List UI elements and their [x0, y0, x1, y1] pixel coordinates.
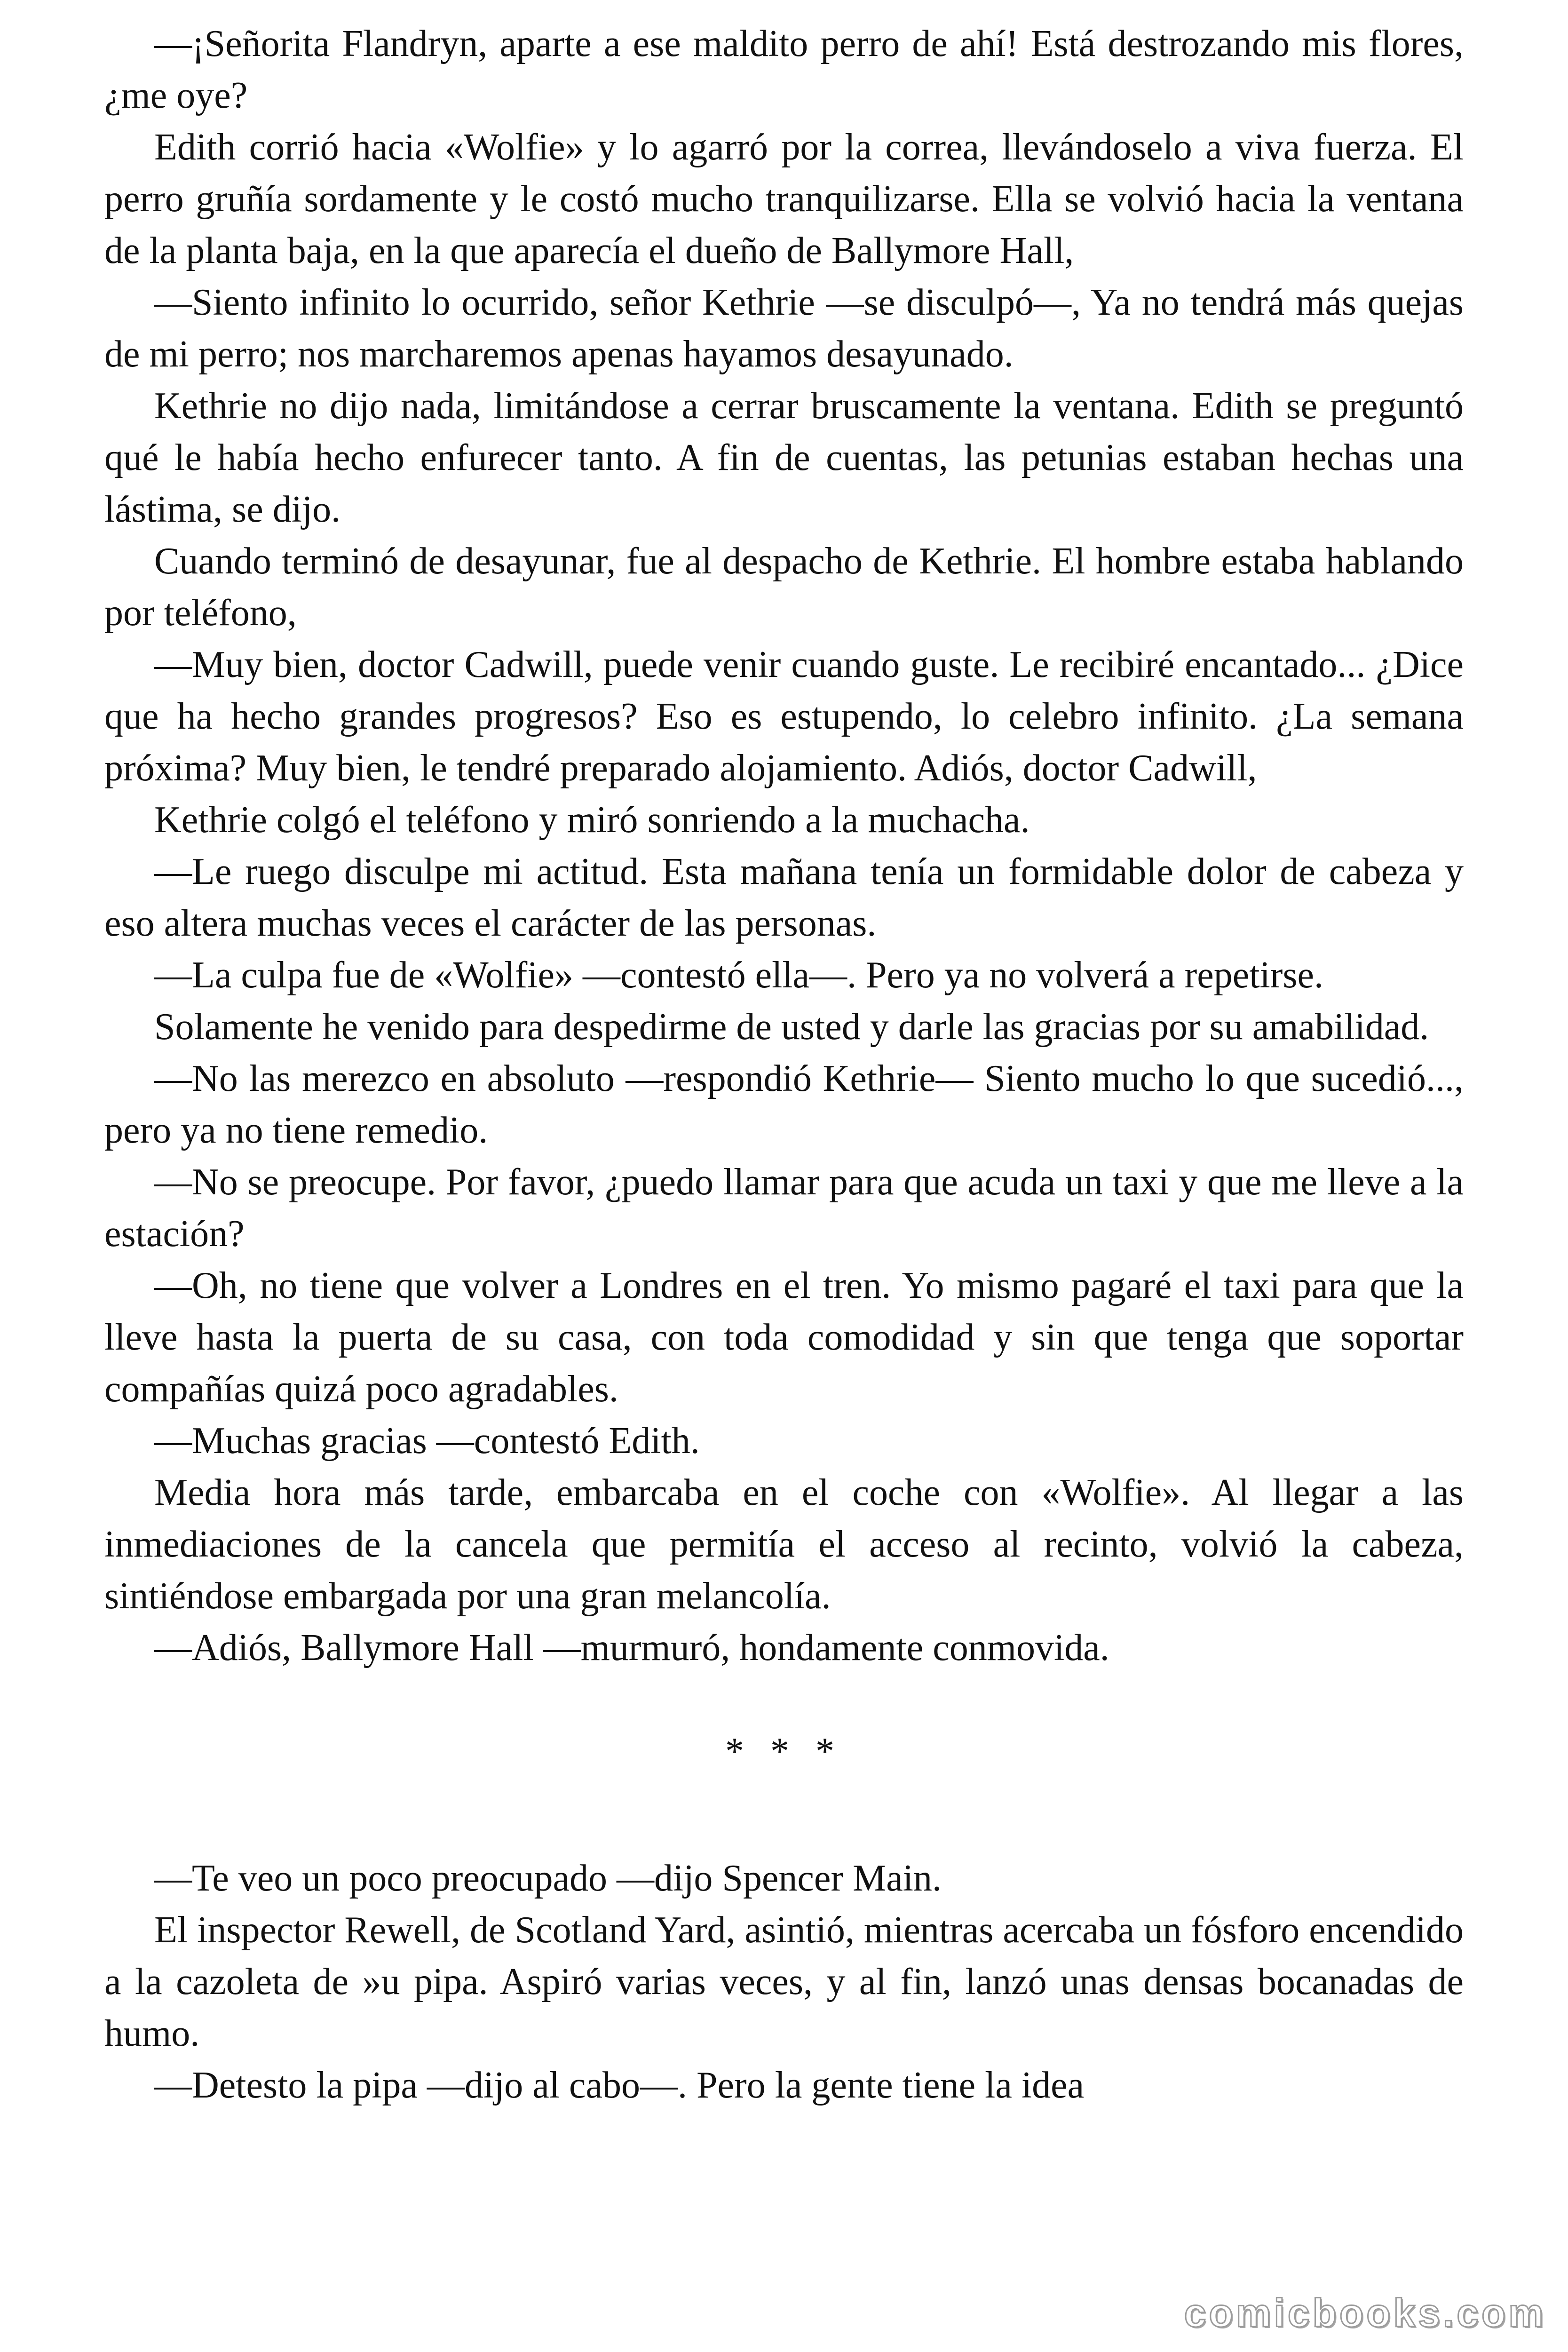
paragraph: —Siento infinito lo ocurrido, señor Kethrie —se disculpó—, Ya no tendrá más quejas de mi perro; nos marcharemos apenas hayamos desayunado. — [104, 282, 1464, 375]
paragraph: —Detesto la pipa —dijo al cabo—. Pero la gente tiene la idea — [154, 2065, 1085, 2106]
paragraph: —¡Señorita Flandryn, aparte a ese maldito perro de ahí! Está destrozando mis flores, ¿me oye? — [104, 23, 1464, 116]
paragraph: —No las merezco en absoluto —respondió Kethrie— Siento mucho lo que sucedió..., pero ya no tiene remedio. — [104, 1058, 1464, 1151]
paragraph: Kethrie colgó el teléfono y miró sonriendo a la muchacha. — [154, 799, 1030, 841]
paragraph: Kethrie no dijo nada, limitándose a cerrar bruscamente la ventana. Edith se preguntó qué le había hecho enfurecer tanto. A fin de cuentas, las petunias estaban hechas una lástima, se dijo. — [104, 385, 1464, 530]
paragraph: Cuando terminó de desayunar, fue al despacho de Kethrie. El hombre estaba hablando por teléfono, — [104, 540, 1464, 634]
paragraph: —Adiós, Ballymore Hall —murmuró, hondamente conmovida. — [154, 1627, 1109, 1669]
paragraph: —Muchas gracias —contestó Edith. — [154, 1420, 700, 1462]
paragraph: —La culpa fue de «Wolfie» —contestó ella—. Pero ya no volverá a repetirse. — [154, 954, 1323, 996]
scene-separator: * * * — [725, 1731, 843, 1772]
paragraph: —Muy bien, doctor Cadwill, puede venir cuando guste. Le recibiré encantado... ¿Dice que ha hecho grandes progresos? Eso es estupendo, lo celebro infinito. ¿La semana próxima? Muy bien, le tendré preparado alojamiento. Adiós, doctor Cadwill, — [104, 644, 1464, 789]
paragraph: —Te veo un poco preocupado —dijo Spencer Main. — [154, 1858, 942, 1899]
watermark-logo: comicbooks.com — [1184, 2291, 1546, 2335]
paragraph: —No se preocupe. Por favor, ¿puedo llamar para que acuda un taxi y que me lleve a la estación? — [104, 1161, 1464, 1255]
section-after — [104, 1852, 1464, 2111]
paragraph: El inspector Rewell, de Scotland Yard, asintió, mientras acercaba un fósforo encendido a la cazoleta de »u pipa. Aspiró varias veces, y al fin, lanzó unas densas bocanadas de humo. — [104, 1909, 1464, 2054]
paragraph: Edith corrió hacia «Wolfie» y lo agarró por la correa, llevándoselo a viva fuerza. El perro gruñía sordamente y le costó mucho tranquilizarse. Ella se volvió hacia la ventana de la planta baja, en la que aparecía el dueño de Ballymore Hall, — [104, 127, 1464, 271]
body-text — [104, 18, 1464, 2111]
paragraph: —Oh, no tiene que volver a Londres en el tren. Yo mismo pagaré el taxi para que la lleve hasta la puerta de su casa, con toda comodidad y sin que tenga que soportar compañías quizá poco agradables. — [104, 1265, 1464, 1410]
paragraph: —Le ruego disculpe mi actitud. Esta mañana tenía un formidable dolor de cabeza y eso altera muchas veces el carácter de las personas. — [104, 851, 1464, 944]
section-before — [104, 18, 1464, 1674]
paragraph: Solamente he venido para despedirme de usted y darle las gracias por su amabilidad. — [154, 1006, 1429, 1048]
paragraph: Media hora más tarde, embarcaba en el coche con «Wolfie». Al llegar a las inmediaciones de la cancela que permitía el acceso al recinto, volvió la cabeza, sintiéndose embargada por una gran melancolía. — [104, 1472, 1464, 1617]
